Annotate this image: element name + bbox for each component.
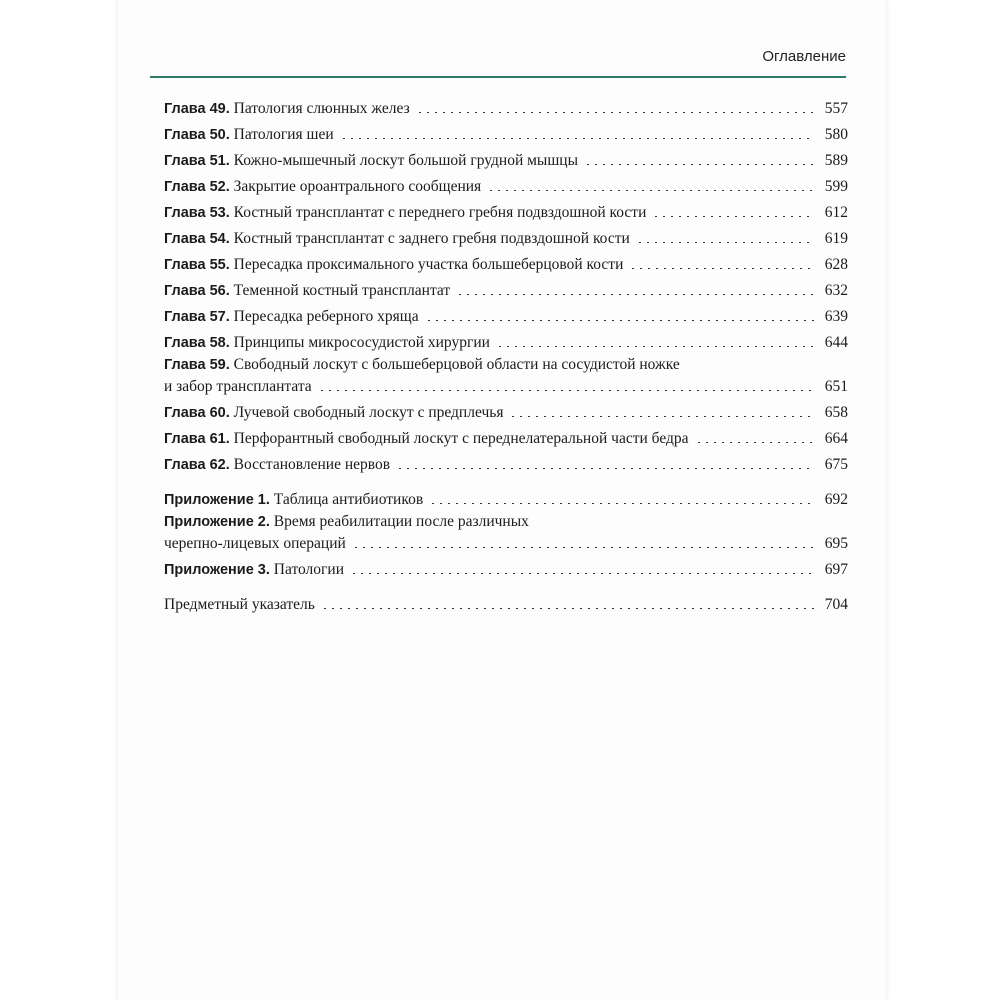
dot-leader	[509, 416, 814, 417]
toc-entry-appendix[interactable]	[164, 487, 848, 513]
toc-entry[interactable]	[164, 252, 848, 278]
page-number: 612	[824, 204, 848, 221]
chapter-number: Глава 60.	[164, 405, 230, 421]
dot-leader	[629, 268, 814, 269]
page-number: 651	[824, 378, 848, 395]
header-rule	[150, 76, 846, 78]
page-number: 589	[824, 152, 848, 169]
chapter-title: Пересадка реберного хряща	[233, 308, 419, 325]
chapter-title: Пересадка проксимального участка большеберцовой кости	[233, 256, 624, 273]
dot-leader	[321, 608, 814, 609]
appendix-number: Приложение 1.	[164, 492, 270, 508]
chapter-title: Кожно-мышечный лоскут большой грудной мышцы	[233, 152, 578, 169]
chapter-title: Перфорантный свободный лоскут с переднелатеральной части бедра	[233, 430, 689, 447]
index-title: Предметный указатель	[164, 596, 315, 613]
chapter-number: Глава 58.	[164, 335, 230, 351]
toc-entry-index[interactable]	[164, 592, 848, 618]
chapter-title: Костный трансплантат с переднего гребня подвздошной кости	[233, 204, 647, 221]
chapter-title: Костный трансплантат с заднего гребня подвздошной кости	[233, 230, 630, 247]
chapter-title: Закрытие ороантрального сообщения	[233, 178, 482, 195]
toc-entry[interactable]	[164, 200, 848, 226]
dot-leader	[352, 547, 814, 548]
page-number: 697	[824, 561, 848, 578]
table-of-contents	[164, 96, 848, 618]
dot-leader	[584, 164, 814, 165]
page-number: 658	[824, 404, 848, 421]
toc-entry[interactable]	[164, 174, 848, 200]
dot-leader	[652, 216, 814, 217]
dot-leader	[487, 190, 814, 191]
chapter-number: Глава 51.	[164, 153, 230, 169]
toc-entry[interactable]	[164, 330, 848, 356]
page-number: 632	[824, 282, 848, 299]
dot-leader	[350, 573, 814, 574]
toc-entry-appendix[interactable]	[164, 513, 848, 557]
chapter-title: Восстановление нервов	[233, 456, 391, 473]
toc-entry[interactable]	[164, 452, 848, 478]
dot-leader	[496, 346, 814, 347]
page-number: 557	[824, 100, 848, 117]
chapter-number: Глава 59.	[164, 357, 230, 373]
chapter-number: Глава 56.	[164, 283, 230, 299]
dot-leader	[416, 112, 814, 113]
toc-entry[interactable]	[164, 356, 848, 400]
dot-leader	[695, 442, 814, 443]
chapter-title: Патология слюнных желез	[233, 100, 410, 117]
appendix-number: Приложение 3.	[164, 562, 270, 578]
dot-leader	[318, 390, 814, 391]
dot-leader	[340, 138, 814, 139]
toc-entry[interactable]	[164, 304, 848, 330]
chapter-number: Глава 49.	[164, 101, 230, 117]
chapter-number: Глава 52.	[164, 179, 230, 195]
chapter-title: Свободный лоскут с большеберцовой области на сосудистой ножке	[233, 356, 680, 373]
chapter-number: Глава 62.	[164, 457, 230, 473]
appendix-title-continued: черепно-лицевых операций	[164, 535, 346, 552]
toc-entry[interactable]	[164, 426, 848, 452]
chapter-title: Лучевой свободный лоскут с предплечья	[233, 404, 504, 421]
chapter-number: Глава 61.	[164, 431, 230, 447]
appendix-title: Патологии	[273, 561, 344, 578]
dot-leader	[429, 503, 814, 504]
page-number: 692	[824, 491, 848, 508]
chapter-number: Глава 57.	[164, 309, 230, 325]
chapter-number: Глава 54.	[164, 231, 230, 247]
toc-entry[interactable]	[164, 148, 848, 174]
appendix-number: Приложение 2.	[164, 514, 270, 530]
toc-entry[interactable]	[164, 122, 848, 148]
toc-entry-appendix[interactable]	[164, 557, 848, 583]
toc-entry[interactable]	[164, 226, 848, 252]
chapter-title: Патология шеи	[233, 126, 334, 143]
page-number: 664	[824, 430, 848, 447]
dot-leader	[636, 242, 814, 243]
page-number: 704	[824, 596, 848, 613]
page-number: 644	[824, 334, 848, 351]
chapter-number: Глава 50.	[164, 127, 230, 143]
running-header: Оглавление	[762, 48, 846, 65]
toc-entry[interactable]	[164, 400, 848, 426]
dot-leader	[396, 468, 814, 469]
page-number: 619	[824, 230, 848, 247]
toc-entry[interactable]	[164, 96, 848, 122]
chapter-title-continued: и забор трансплантата	[164, 378, 312, 395]
dot-leader	[456, 294, 814, 295]
toc-entry[interactable]	[164, 278, 848, 304]
chapter-title: Теменной костный трансплантат	[233, 282, 451, 299]
chapter-number: Глава 55.	[164, 257, 230, 273]
page-number: 628	[824, 256, 848, 273]
page-number: 599	[824, 178, 848, 195]
page-number: 695	[824, 535, 848, 552]
page-number: 675	[824, 456, 848, 473]
appendix-title: Время реабилитации после различных	[273, 513, 529, 530]
page-number: 580	[824, 126, 848, 143]
page-number: 639	[824, 308, 848, 325]
chapter-title: Принципы микрососудистой хирургии	[233, 334, 490, 351]
chapter-number: Глава 53.	[164, 205, 230, 221]
dot-leader	[425, 320, 814, 321]
appendix-title: Таблица антибиотиков	[273, 491, 424, 508]
